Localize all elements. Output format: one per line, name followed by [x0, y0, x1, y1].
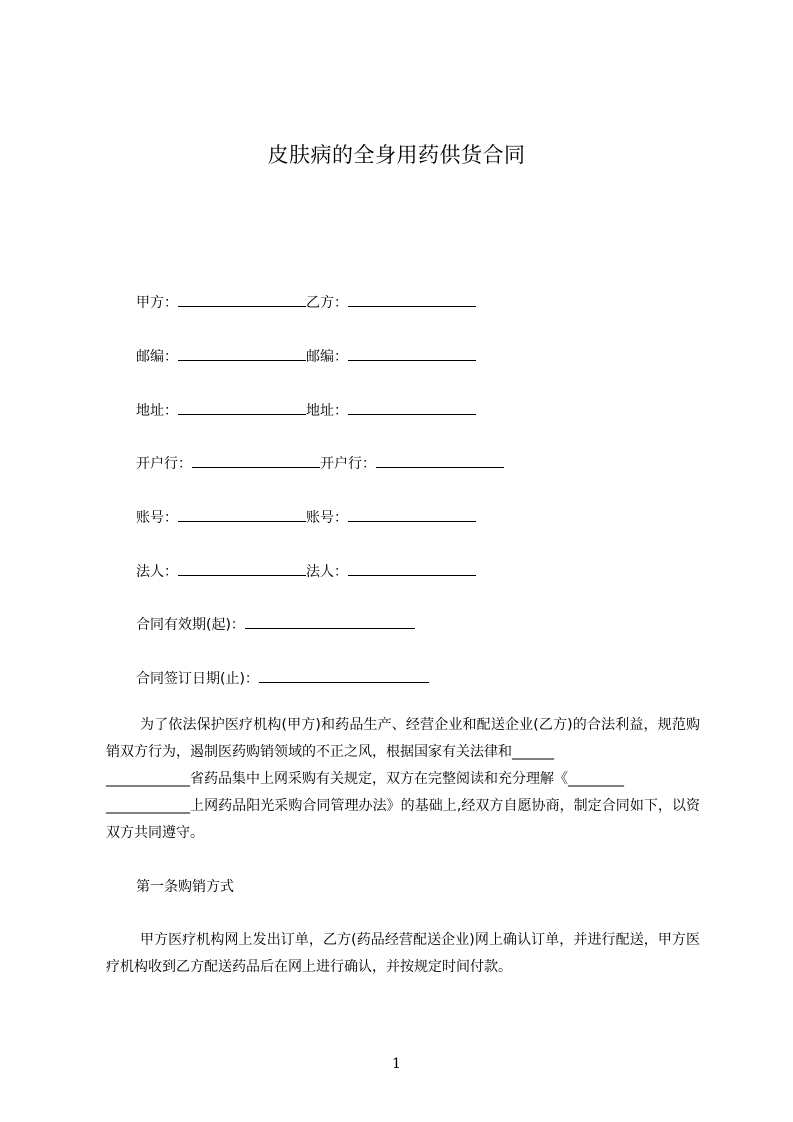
bank-b-blank[interactable] — [376, 452, 504, 468]
preamble-part1: 为了依法保护医疗机构(甲方)和药品生产、经营企业和配送企业(乙方)的合法利益，规范购销双方行为，遏制医药购销领域的不正之风，根据国家有关法律和______ — [106, 717, 700, 760]
address-a-label: 地址： — [136, 403, 178, 419]
legal-rep-b-label: 法人： — [306, 564, 348, 580]
party-a-label: 甲方： — [136, 295, 178, 311]
article1-title: 第一条购销方式 — [136, 879, 234, 895]
preamble-part3: ____________上网药品阳光采购合同管理办法》的基础上,经双方自愿协商，制定合同如下，以资双方共同遵守。 — [106, 798, 700, 841]
account-row — [136, 506, 476, 528]
valid-start-blank[interactable] — [245, 613, 415, 629]
page-number: 1 — [392, 1056, 401, 1072]
article1-text: 甲方医疗机构网上发出订单，乙方(药品经营配送企业)网上确认订单，并进行配送，甲方医疗机构收到乙方配送药品后在网上进行确认，并按规定时间付款。 — [106, 932, 700, 975]
account-b-blank[interactable] — [348, 506, 476, 522]
sign-date-row — [136, 667, 429, 689]
legal-rep-a-label: 法人： — [136, 564, 178, 580]
zip-a-blank[interactable] — [178, 345, 306, 361]
party-a-blank[interactable] — [178, 291, 306, 307]
valid-start-row — [136, 613, 415, 635]
party-b-blank[interactable] — [348, 291, 476, 307]
account-a-blank[interactable] — [178, 506, 306, 522]
legal-rep-a-blank[interactable] — [178, 560, 306, 576]
valid-start-label: 合同有效期(起)： — [136, 617, 245, 633]
party-b-label: 乙方： — [306, 295, 348, 311]
account-a-label: 账号： — [136, 510, 178, 526]
party-row — [136, 291, 476, 313]
address-b-blank[interactable] — [348, 399, 476, 415]
address-a-blank[interactable] — [178, 399, 306, 415]
sign-date-blank[interactable] — [259, 667, 429, 683]
bank-row — [136, 452, 504, 474]
bank-a-label: 开户行： — [136, 456, 192, 472]
account-b-label: 账号： — [306, 510, 348, 526]
preamble-paragraph — [106, 712, 700, 847]
legal-rep-b-blank[interactable] — [348, 560, 476, 576]
address-row — [136, 399, 476, 421]
zip-b-blank[interactable] — [348, 345, 476, 361]
address-b-label: 地址： — [306, 403, 348, 419]
preamble-part2: ____________省药品集中上网采购有关规定，双方在完整阅读和充分理解《________ — [106, 771, 624, 787]
zip-row — [136, 345, 476, 367]
legal-rep-row — [136, 560, 476, 582]
document-title: 皮肤病的全身用药供货合同 — [267, 143, 526, 167]
sign-date-label: 合同签订日期(止)： — [136, 671, 259, 687]
bank-b-label: 开户行： — [320, 456, 376, 472]
zip-a-label: 邮编： — [136, 349, 178, 365]
zip-b-label: 邮编： — [306, 349, 348, 365]
bank-a-blank[interactable] — [192, 452, 320, 468]
